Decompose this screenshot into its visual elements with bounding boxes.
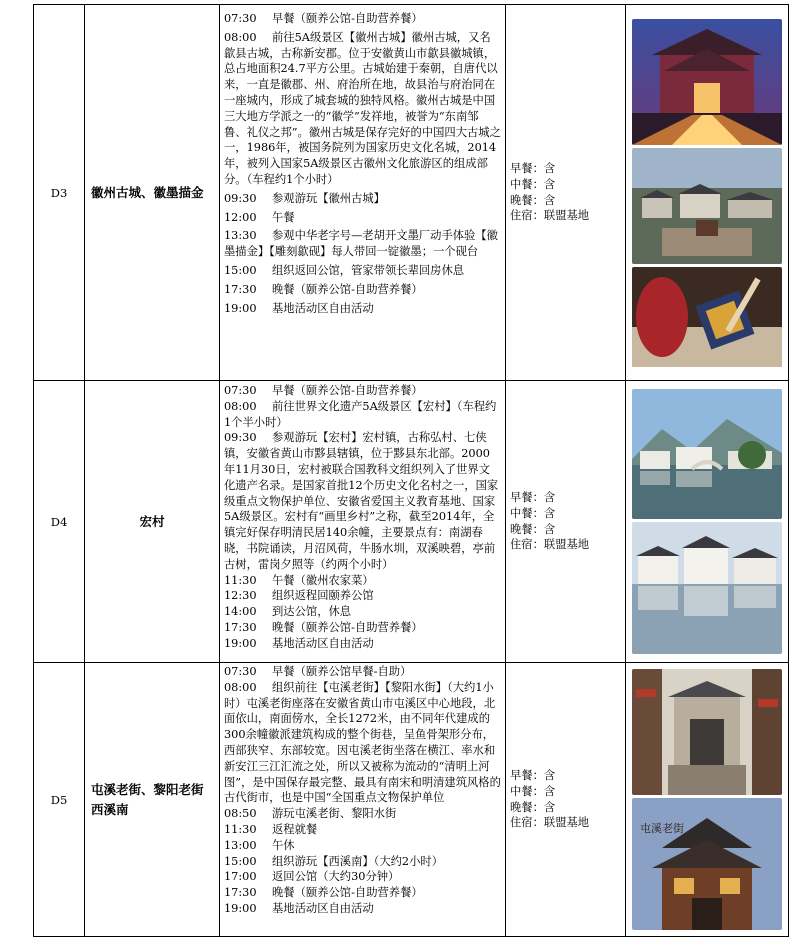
meal-lunch: 中餐：含 — [510, 177, 556, 191]
schedule-cell — [220, 5, 506, 381]
day-row-d4 — [34, 381, 789, 663]
schedule-entry: 07:30 早餐（颐养公馆-自助营养餐） — [224, 12, 423, 25]
old-street-tower-photo — [632, 798, 782, 930]
meal-dinner: 晚餐：含 — [510, 800, 556, 814]
schedule-entry: 08:00 前往世界文化遗产5A级景区【宏村】（车程约1个半小时） — [224, 399, 497, 429]
schedule-entry: 15:00 组织返回公馆，管家带领长辈回房休息 — [224, 263, 465, 277]
ink-painting-photo — [632, 267, 782, 367]
schedule-entry: 19:00 基地活动区自由活动 — [224, 636, 374, 650]
schedule-entry: 11:30 午餐（徽州农家菜） — [224, 573, 374, 587]
schedule-entry: 07:30 早餐（颐养公馆早餐-自助） — [224, 665, 412, 678]
day-title: 屯溪老街、黎阳老街西溪南 — [85, 663, 220, 937]
day-label: D4 — [34, 381, 85, 663]
old-street-arch-photo — [632, 669, 782, 795]
schedule-entry: 17:30 晚餐（颐养公馆-自助营养餐） — [224, 282, 423, 296]
schedule-entry: 12:00 午餐 — [224, 210, 295, 224]
meal-breakfast: 早餐：含 — [510, 161, 556, 175]
schedule-entry: 08:50 游玩屯溪老街、黎阳水街 — [224, 807, 397, 821]
schedule-entry: 17:30 晚餐（颐养公馆-自助营养餐） — [224, 620, 423, 634]
photo-cell — [626, 663, 789, 937]
meal-lunch: 中餐：含 — [510, 784, 556, 798]
schedule-entry: 11:30 返程就餐 — [224, 822, 318, 836]
schedule-entry: 13:00 午休 — [224, 838, 295, 852]
day-label: D3 — [34, 5, 85, 381]
schedule-entry: 08:00 组织前往【屯溪老街】【黎阳水街】（大约1小时）屯溪老街座落在安徽省黄山市屯溪区中心地段，北面依山，南面傍水，全长1272米，由不同年代建成的300余幢徽派建筑构成的整个街巷，呈鱼骨架形分布，西部狭窄、东部较宽。因屯溪老街坐落在横江、率水和新安江三江汇流之处，所以又被称为流动的“清明上河图”，是中国保存最完整、最具有南宋和明清建筑风格的古代街市，也是中国“全国重点文物保护单位 — [224, 680, 501, 805]
village-reflection-photo — [632, 522, 782, 654]
day-row-d5 — [34, 663, 789, 937]
schedule-cell — [220, 663, 506, 937]
schedule-entry: 07:30 早餐（颐养公馆-自助营养餐） — [224, 384, 423, 397]
meal-breakfast: 早餐：含 — [510, 490, 556, 504]
schedule-entry: 15:00 组织游玩【西溪南】（大约2小时） — [224, 854, 443, 868]
meal-dinner: 晚餐：含 — [510, 522, 556, 536]
schedule-entry: 19:00 基地活动区自由活动 — [224, 301, 374, 315]
day-title: 徽州古城、徽墨描金 — [85, 5, 220, 381]
meals-cell — [506, 5, 626, 381]
schedule-entry: 19:00 基地活动区自由活动 — [224, 901, 374, 915]
schedule-entry: 09:30 参观游玩【宏村】宏村镇，古称弘村、七侠镇，安徽省黄山市黟县辖镇，位于黟县东北部。2000年11月30日，宏村被联合国教科文组织列入了世界文化遗产名录。是国家首批12个历史文化名村之一，国家级重点文物保护单位、安徽省爱国主义教育基地、国家5A级景区。宏村有“画里乡村”之称，截至2014年，全镇完好保存明清民居140余幢，主要景点有：南湖春晓，书院诵读，月沼风荷，牛肠水圳，双溪映碧，亭前古树，雷岗夕照等（约两个小时） — [224, 431, 499, 571]
schedule-cell — [220, 381, 506, 663]
day-label: D5 — [34, 663, 85, 937]
meals-cell — [506, 381, 626, 663]
schedule-entry: 14:00 到达公馆，休息 — [224, 605, 352, 619]
meal-breakfast: 早餐：含 — [510, 768, 556, 782]
schedule-entry: 17:30 晚餐（颐养公馆-自助营养餐） — [224, 886, 423, 900]
svg-text:屯溪老街: 屯溪老街 — [640, 822, 684, 835]
photo-cell — [626, 5, 789, 381]
lodging: 住宿：联盟基地 — [510, 209, 590, 223]
itinerary-table — [33, 4, 789, 937]
meal-lunch: 中餐：含 — [510, 506, 556, 520]
city-gate-photo — [632, 19, 782, 145]
schedule-entry: 17:00 返回公馆（大约30分钟） — [224, 870, 400, 884]
schedule-entry: 09:30 参观游玩【徽州古城】 — [224, 191, 385, 205]
schedule-entry: 12:30 组织返程回颐养公馆 — [224, 589, 374, 603]
photo-cell — [626, 381, 789, 663]
meals-cell — [506, 663, 626, 937]
schedule-entry: 13:30 参观中华老字号—老胡开文墨厂动手体验【徽墨描金】【雕刻歙砚】每人带回一锭徽墨；一个砚台 — [224, 229, 498, 259]
lodging: 住宿：联盟基地 — [510, 816, 590, 830]
schedule-entry: 08:00 前往5A级景区【徽州古城】徽州古城，又名歙县古城，古称新安郡。位于安徽黄山市歙县徽城镇，总占地面积24.7平方公里。古城始建于秦朝，自唐代以来，一直是徽郡、州、府治所在地，故县治与府治同在一座城内，形成了城套城的独特风格。徽州古城是中国三大地方学派之一的“徽学”发祥地，被誉为“东南邹鲁、礼仪之邦”。徽州古城是保存完好的中国四大古城之一，1986年，被国务院列为国家历史文化名城，2014年，被列入国家5A级景区古徽州文化旅游区的组成部分。（车程约1个小时） — [224, 30, 501, 186]
day-title: 宏村 — [85, 381, 220, 663]
lodging: 住宿：联盟基地 — [510, 538, 590, 552]
meal-dinner: 晚餐：含 — [510, 193, 556, 207]
day-row-d3 — [34, 5, 789, 381]
village-lake-photo — [632, 389, 782, 519]
ancient-town-photo — [632, 148, 782, 264]
